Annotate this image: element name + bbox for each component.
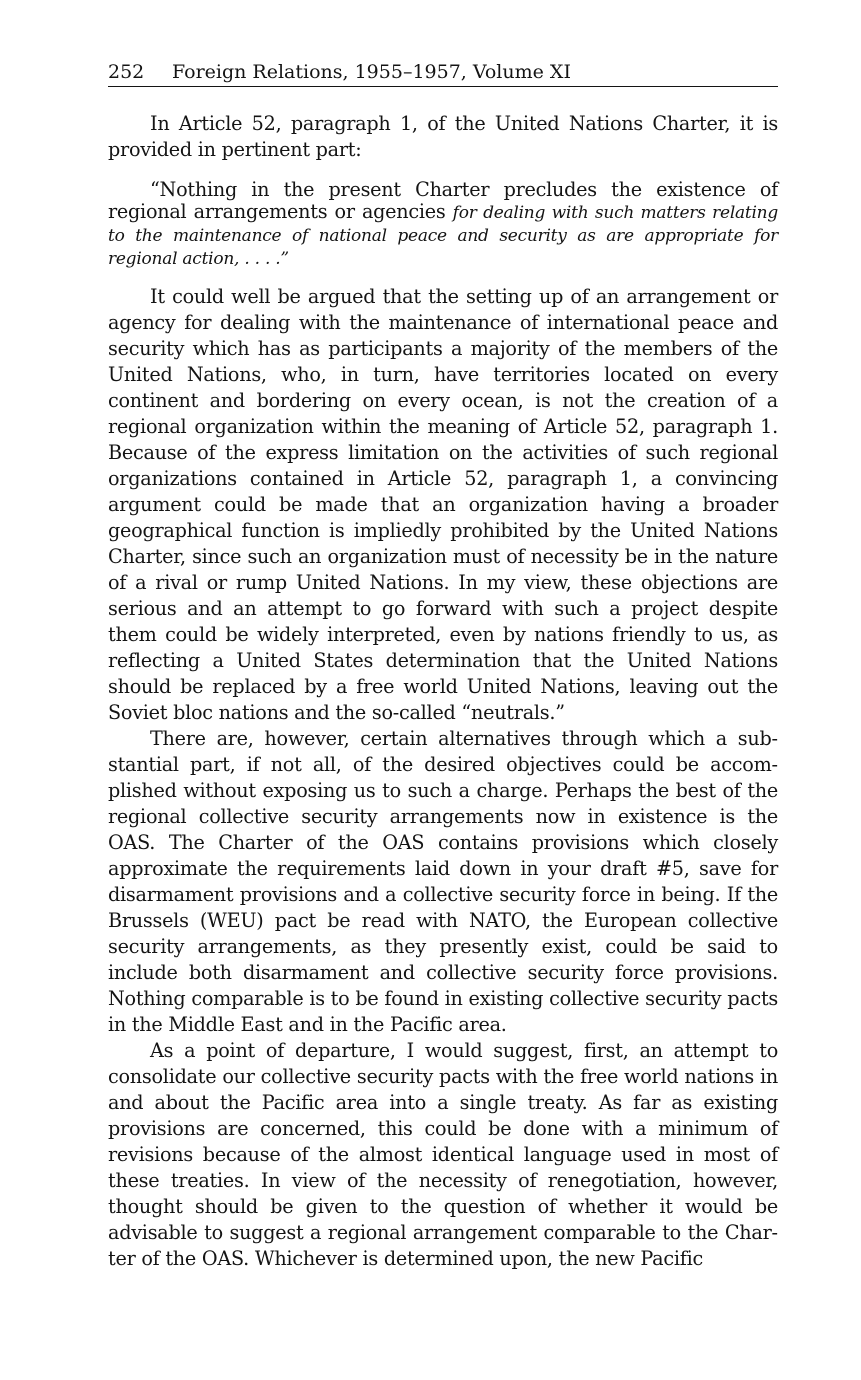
paragraph-departure: As a point of departure, I would suggest, first, an attempt to consolidate our collective security pacts with the free world nations in and about the Pacific area into a single treaty. As far as existing provisions are concerned, this could be done with a minimum of revisions because of the almost identical language used in most of these treaties. In view of the necessity of renegotiation, however, thought should be given to the question of whether it would be advisable to suggest a regional arrangement comparable to the Charter of the OAS. Whichever is determined upon, the new Pacific: [108, 1039, 778, 1270]
running-header: [108, 58, 778, 87]
paragraph-intro: In Article 52, paragraph 1, of the United Nations Charter, it is provided in pertinent part:: [108, 112, 778, 161]
block-quote: [108, 179, 778, 270]
page-number: 252: [108, 61, 145, 83]
quote-italic-text: for dealing with such matters relating to the maintenance of national peace and security as are appropriate for regional action, . . . .”: [108, 203, 778, 269]
document-page: [108, 58, 778, 1272]
volume-title: Foreign Relations, 1955–1957, Volume XI: [172, 61, 571, 83]
paragraph-alternatives: There are, however, certain alternatives through which a substantial part, if not all, of the desired objectives could be accomplished without exposing us to such a charge. Perhaps the best of the regional collective security arrangements now in existence is the OAS. The Charter of the OAS contains provisions which closely approximate the requirements laid down in your draft #5, save for disarmament provisions and a collective security force in being. If the Brussels (WEU) pact be read with NATO, the European collective security arrangements, as they presently exist, could be said to include both disarmament and collective security force provisions. Nothing comparable is to be found in existing collective security pacts in the Middle East and in the Pacific area.: [108, 727, 778, 1036]
body-text: [108, 111, 778, 1272]
paragraph-argument: It could well be argued that the setting up of an arrangement or agency for dealing with the maintenance of international peace and security which has as participants a majority of the members of the United Nations, who, in turn, have territories located on every continent and bordering on every ocean, is not the creation of a regional organization within the meaning of Article 52, paragraph 1. Because of the express limitation on the activities of such regional organizations contained in Article 52, paragraph 1, a convincing argument could be made that an organization having a broader geographical function is impliedly prohibited by the United Nations Charter, since such an organization must of necessity be in the nature of a rival or rump United Nations. In my view, these objections are serious and an attempt to go forward with such a project despite them could be widely interpreted, even by nations friendly to us, as reflecting a United States determination that the United Nations should be replaced by a free world United Nations, leaving out the Soviet bloc nations and the so-called “neutrals.”: [108, 285, 778, 724]
quote-roman-text: “Nothing in the present Charter precludes the existence of regional arrangements or agencies: [108, 178, 778, 223]
